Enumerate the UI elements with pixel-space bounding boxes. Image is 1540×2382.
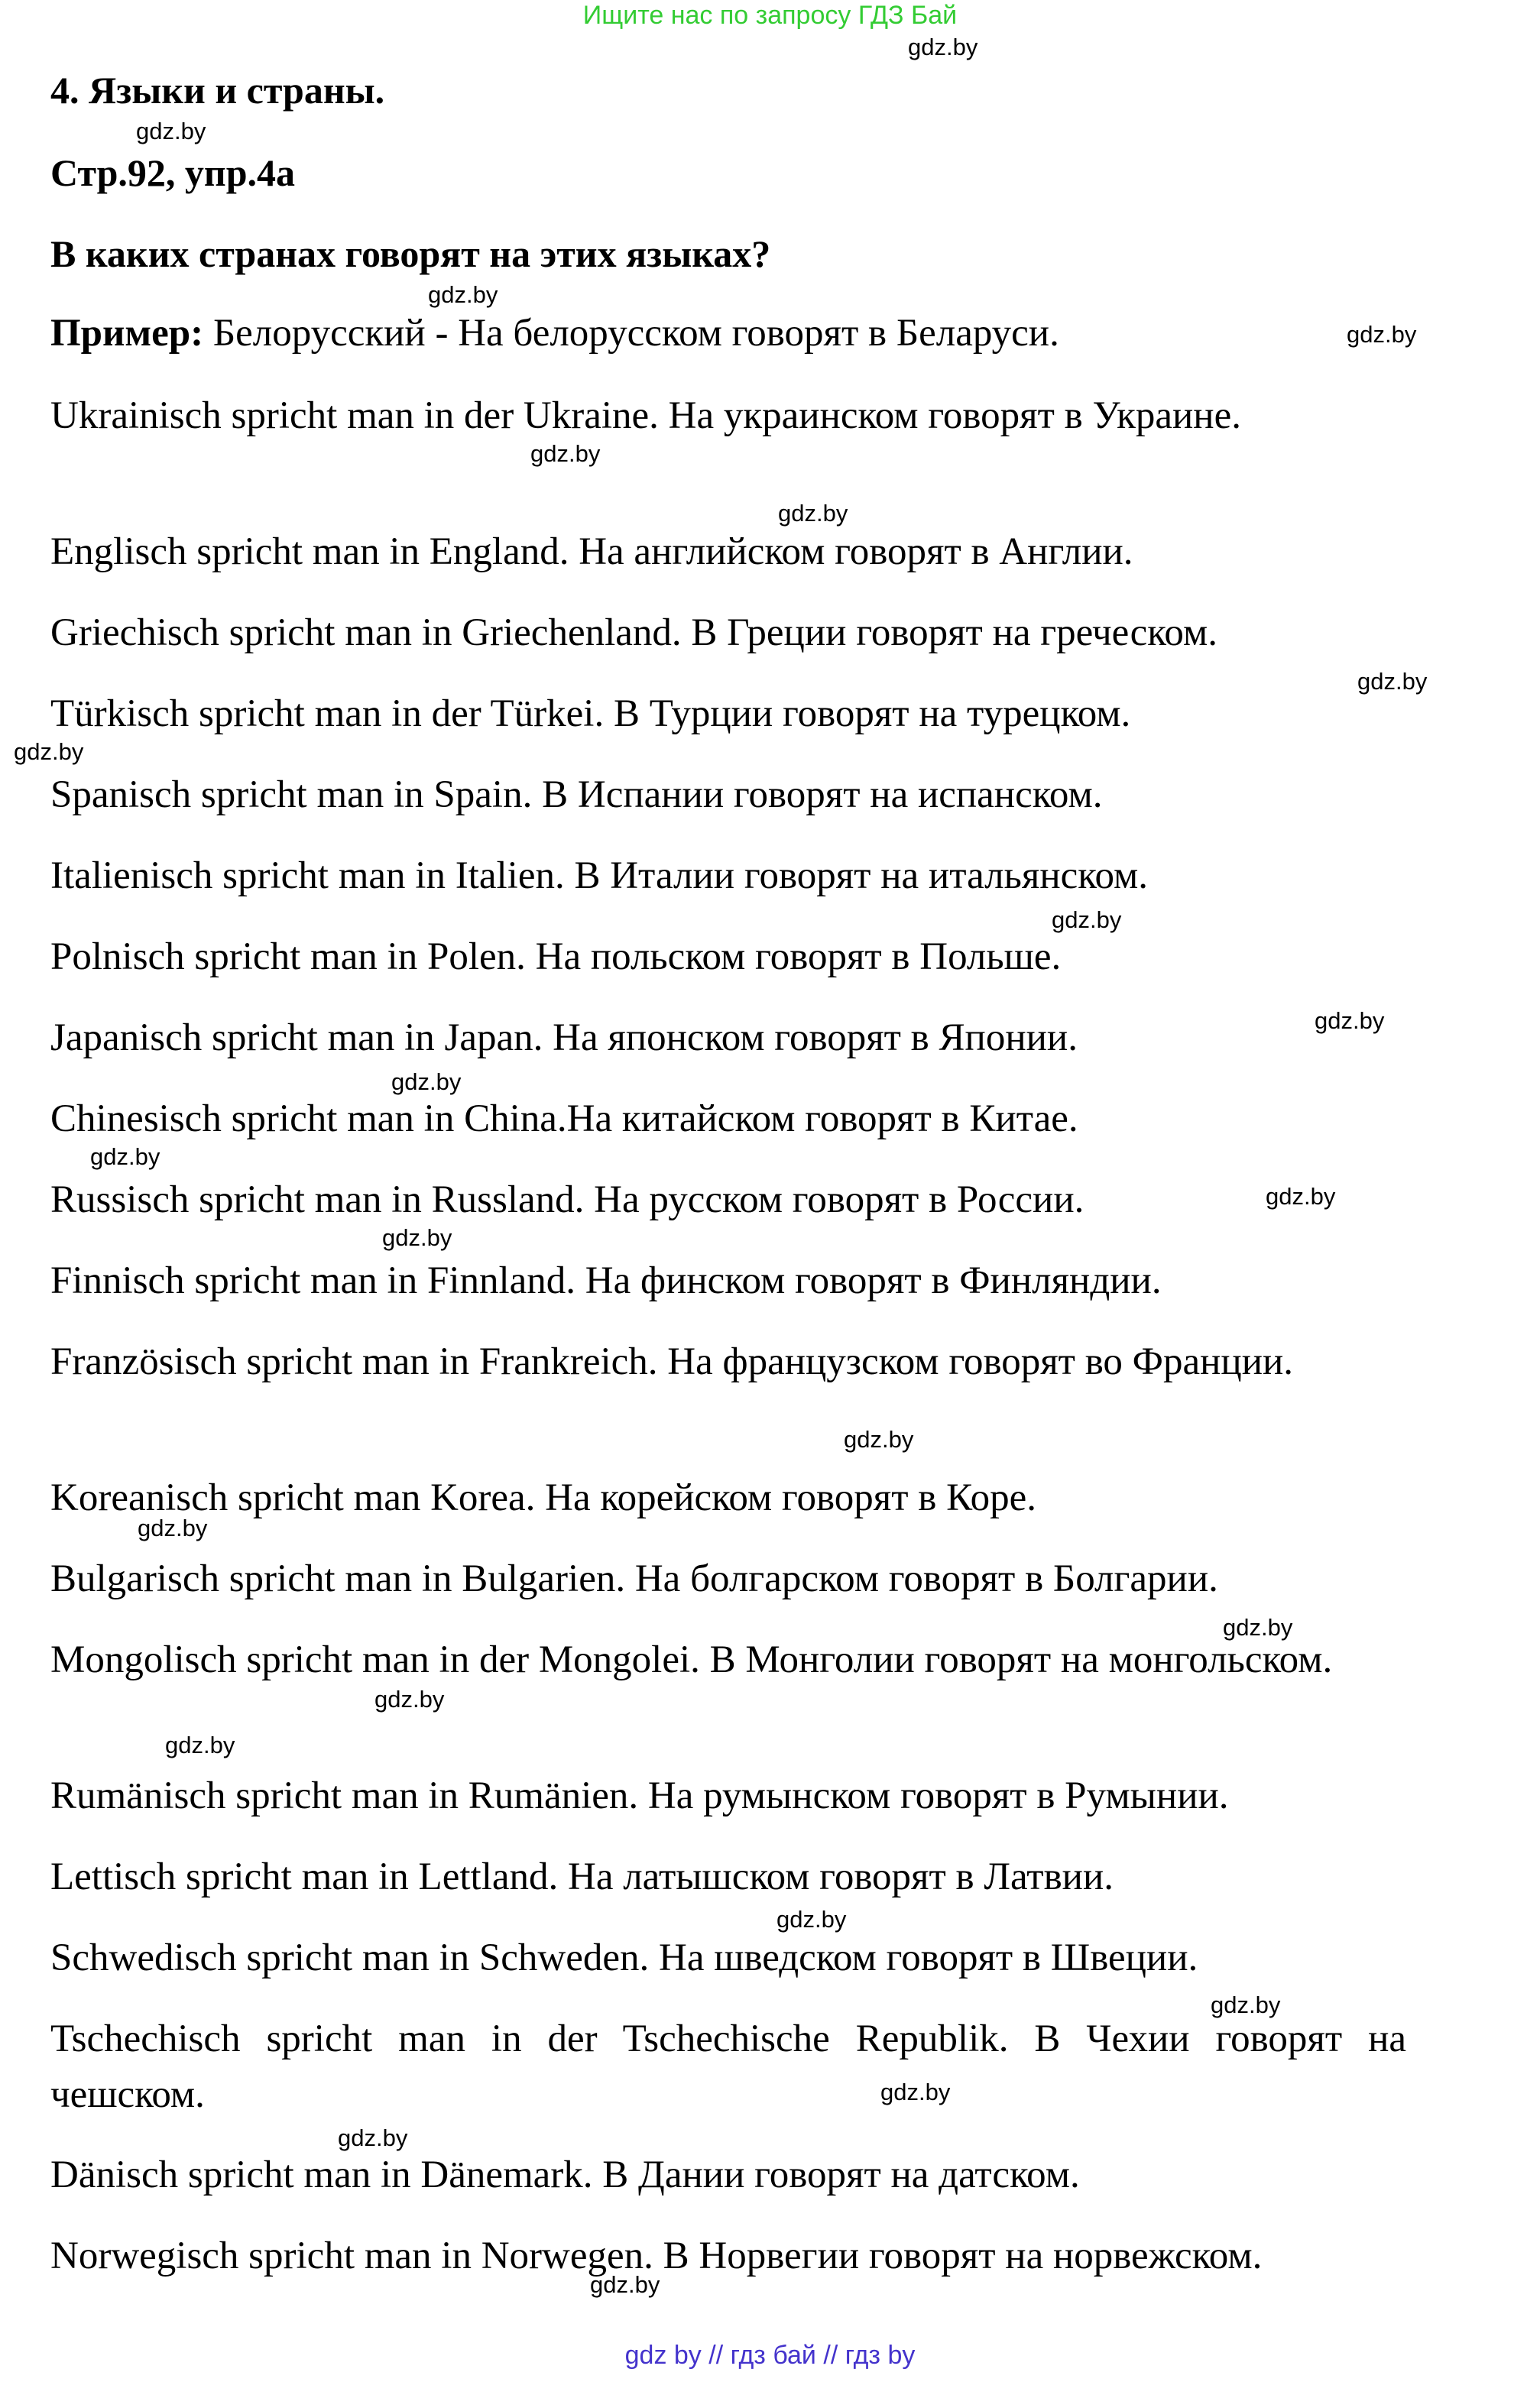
watermark: gdz.by — [391, 1068, 462, 1095]
example-line — [50, 306, 1406, 361]
answer-line: Englisch spricht man in England. На английском говорят в Англии. — [50, 530, 1133, 573]
watermark: gdz.by — [428, 281, 498, 308]
watermark: gdz.by — [90, 1143, 160, 1170]
answer-line: Griechisch spricht man in Griechenland. В Греции говорят на греческом. — [50, 611, 1217, 654]
answer-line: Schwedisch spricht man in Schweden. На шведском говорят в Швеции. — [50, 1936, 1198, 1979]
answer-line: Finnisch spricht man in Finnland. На финском говорят в Финляндии. — [50, 1259, 1162, 1302]
answer-line: Türkisch spricht man in der Türkei. В Турции говорят на турецком. — [50, 692, 1131, 735]
bottom-banner: gdz by // гдз бай // гдз by — [624, 2341, 916, 2370]
watermark: gdz.by — [1347, 321, 1417, 348]
watermark: gdz.by — [136, 118, 206, 144]
watermark: gdz.by — [1315, 1007, 1385, 1034]
answer-line: Spanisch spricht man in Spain. В Испании говорят на испанском. — [50, 773, 1103, 816]
answer-line: Mongolisch spricht man in der Mongolei. В Монголии говорят на монгольском. — [50, 1638, 1333, 1681]
answer-line: Dänisch spricht man in Dänemark. В Дании говорят на датском. — [50, 2154, 1080, 2196]
answer-line: Norwegisch spricht man in Norwegen. В Норвегии говорят на норвежском. — [50, 2235, 1263, 2277]
answer-line: Russisch spricht man in Russland. На русском говорят в России. — [50, 1178, 1084, 1221]
top-banner: Ищите нас по запросу ГДЗ Бай — [582, 1, 958, 30]
answer-line: Chinesisch spricht man in China.На китайском говорят в Китае. — [50, 1097, 1078, 1140]
watermark: gdz.by — [1052, 906, 1122, 933]
watermark: gdz.by — [14, 738, 84, 765]
watermark: gdz.by — [908, 34, 978, 60]
watermark: gdz.by — [844, 1426, 914, 1453]
watermark: gdz.by — [138, 1515, 208, 1541]
watermark: gdz.by — [1211, 1991, 1281, 2018]
answer-line: Bulgarisch spricht man in Bulgarien. На болгарском говорят в Болгарии. — [50, 1557, 1218, 1600]
watermark: gdz.by — [374, 1686, 445, 1713]
watermark: gdz.by — [1223, 1614, 1293, 1641]
answer-line: Koreanisch spricht man Korea. На корейском говорят в Коре. — [50, 1476, 1036, 1519]
watermark: gdz.by — [530, 440, 601, 467]
answer-line: Japanisch spricht man in Japan. На японском говорят в Японии. — [50, 1016, 1078, 1059]
answer-line: Lettisch spricht man in Lettland. На латышском говорят в Латвии. — [50, 1855, 1114, 1898]
watermark: gdz.by — [776, 1906, 847, 1933]
watermark: gdz.by — [1266, 1183, 1336, 1210]
watermark: gdz.by — [338, 2124, 408, 2151]
answer-line: Polnisch spricht man in Polen. На польском говорят в Польше. — [50, 935, 1062, 978]
example-label: Пример: — [50, 312, 204, 355]
watermark: gdz.by — [880, 2079, 951, 2105]
answer-line: Tschechisch spricht man in der Tschechische Republik. В Чехии говорят на чешском. — [50, 2017, 1406, 2116]
exercise-reference: Стр.92, упр.4а — [50, 151, 296, 194]
section-title: 4. Языки и страны. — [50, 69, 385, 112]
watermark: gdz.by — [165, 1732, 235, 1758]
watermark: gdz.by — [382, 1224, 452, 1251]
watermark: gdz.by — [778, 500, 848, 527]
watermark: gdz.by — [590, 2271, 660, 2298]
answer-line: Rumänisch spricht man in Rumänien. На румынском говорят в Румынии. — [50, 1774, 1229, 1817]
exercise-question: В каких странах говорят на этих языках? — [50, 232, 771, 275]
watermark: gdz.by — [1357, 668, 1428, 695]
answer-line: Französisch spricht man in Frankreich. На французском говорят во Франции. — [50, 1340, 1294, 1383]
answer-line: Italienisch spricht man in Italien. В Италии говорят на итальянском. — [50, 854, 1149, 897]
answer-line: Ukrainisch spricht man in der Ukraine. На украинском говорят в Украине. — [50, 394, 1241, 437]
example-text: Белорусский - На белорусском говорят в Беларуси. — [212, 312, 1059, 355]
